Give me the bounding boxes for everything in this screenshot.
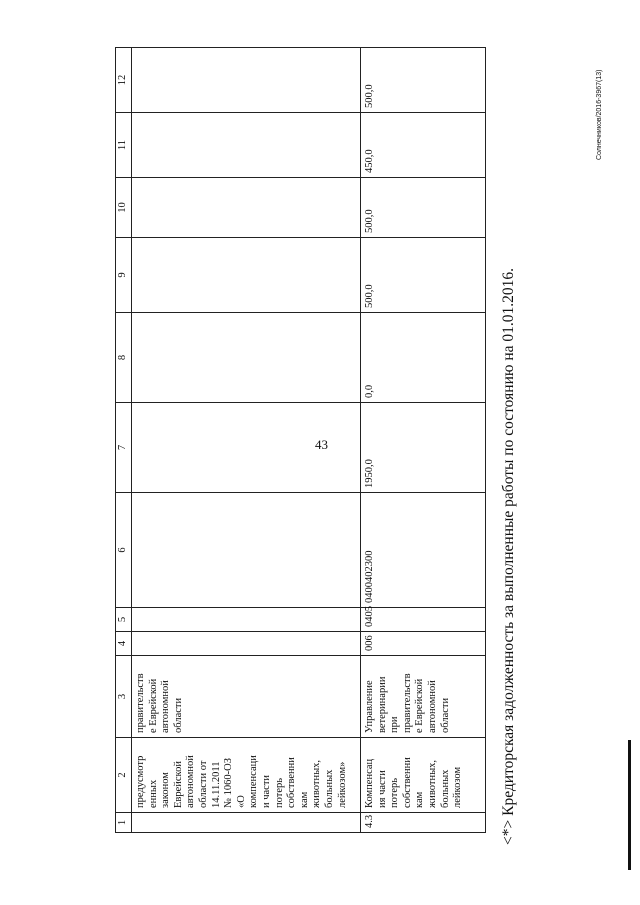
header-cell: 2 — [116, 738, 132, 813]
table-row — [361, 48, 486, 833]
page-number: 43 — [315, 437, 328, 452]
table-cell — [132, 632, 361, 656]
table-cell — [132, 178, 361, 238]
table-cell: 500,0 — [361, 238, 486, 313]
table-cell: 0400402300 — [361, 493, 486, 608]
header-cell: 4 — [116, 632, 132, 656]
table-cell — [132, 48, 361, 113]
table-cell — [132, 113, 361, 178]
header-cell: 8 — [116, 313, 132, 403]
scan-edge-mark — [628, 740, 631, 870]
table-header-row — [116, 48, 132, 833]
table-cell — [132, 493, 361, 608]
header-cell: 11 — [116, 113, 132, 178]
table-cell: 450,0 — [361, 113, 486, 178]
table-cell: 500,0 — [361, 48, 486, 113]
table-cell: предусмотр енных законом Еврейской автономной области от 14.11.2011 № 1060-ОЗ «О компенсаци и части потерь собственни кам животных, больных лейкозом» — [132, 738, 361, 813]
header-cell: 9 — [116, 238, 132, 313]
table-cell — [132, 403, 361, 493]
table-cell: 1950,0 — [361, 403, 486, 493]
table-cell: 4.3 — [361, 813, 486, 833]
table-row — [132, 48, 361, 833]
header-cell: 5 — [116, 608, 132, 632]
table-cell: 0405 — [361, 608, 486, 632]
table-cell: 006 — [361, 632, 486, 656]
header-cell: 10 — [116, 178, 132, 238]
table-cell — [132, 313, 361, 403]
header-cell: 6 — [116, 493, 132, 608]
footnote: <*> Кредиторская задолженность за выполненные работы по состоянию на 01.01.2016. — [500, 268, 517, 845]
table-cell: Компенсац ия части потерь собственни кам животных, больных лейкозом — [361, 738, 486, 813]
header-cell: 7 — [116, 403, 132, 493]
header-cell: 3 — [116, 656, 132, 738]
budget-table — [115, 47, 486, 833]
table-cell: 0,0 — [361, 313, 486, 403]
table-cell — [132, 238, 361, 313]
table-cell: Управление ветеринарии при правительств е Еврейской автономной области — [361, 656, 486, 738]
header-cell: 12 — [116, 48, 132, 113]
header-cell: 1 — [116, 813, 132, 833]
table-cell: правительств е Еврейской автономной области — [132, 656, 361, 738]
table-cell: 500,0 — [361, 178, 486, 238]
rotated-table — [115, 48, 485, 833]
table-cell — [132, 813, 361, 833]
table-cell — [132, 608, 361, 632]
document-stamp: Солнечников/2016-3967(13) — [596, 69, 603, 160]
